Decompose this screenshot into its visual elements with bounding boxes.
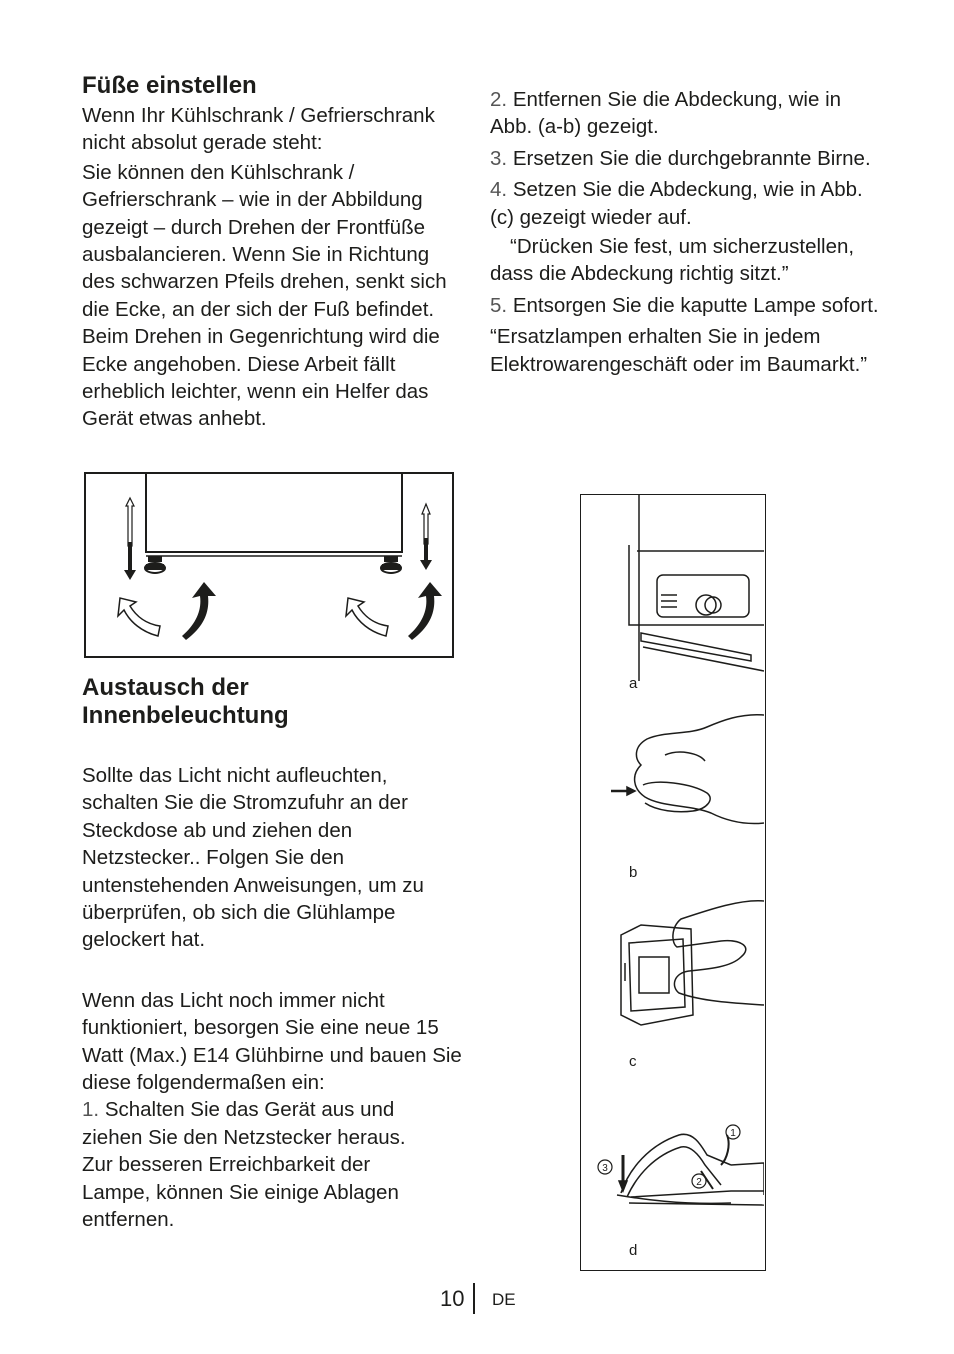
step-5-text: Entsorgen Sie die kaputte Lampe sofort. bbox=[512, 293, 879, 317]
feet-illustration bbox=[86, 474, 452, 656]
step-1 bbox=[82, 1096, 442, 1233]
step-4-text: Setzen Sie die Abdeckung, wie in Abb. (c) gezeigt wieder auf. bbox=[490, 178, 863, 229]
paragraph-feet: Sie können den Kühlschrank / Gefrierschrank – wie in der Abbildung gezeigt – durch Drehen der Frontfüße ausbalancieren. Wenn Sie in Richtung des schwarzen Pfeils drehen, senkt sich die Ecke, an der sich der Fuß befindet. Beim Drehen in Gegenrichtung wird die Ecke angehoben. Diese Arbeit fällt erheblich leichter, wenn ein Helfer das Gerät etwas anhebt. bbox=[82, 160, 447, 431]
step-4-number: 4. bbox=[490, 178, 508, 202]
callout-label-1: 1 bbox=[730, 1128, 736, 1139]
heading-line-1: Austausch der bbox=[82, 674, 249, 701]
figure-label-a: a bbox=[629, 675, 638, 692]
panel-d-cover-mounting bbox=[598, 1125, 764, 1205]
right-rotate-arrows-icon bbox=[346, 582, 442, 640]
left-foot-icon bbox=[145, 556, 165, 573]
right-foot-icon bbox=[381, 556, 401, 573]
step-5 bbox=[490, 292, 880, 319]
page-number: 10 bbox=[440, 1286, 465, 1311]
left-rotate-arrows-icon bbox=[118, 582, 216, 640]
paragraph-intro: Wenn Ihr Kühlschrank / Gefrierschrank nicht absolut gerade steht: bbox=[82, 104, 435, 155]
step-3 bbox=[490, 145, 880, 172]
step-4 bbox=[490, 176, 880, 231]
right-updown-arrows-icon bbox=[420, 504, 432, 570]
quote-replacement-lamps: “Ersatzlampen erhalten Sie in jedem Elektrowarengeschäft oder im Baumarkt.” bbox=[490, 325, 868, 376]
callout-label-3: 3 bbox=[602, 1163, 608, 1174]
callout-label-2: 2 bbox=[696, 1177, 702, 1188]
paragraph-light-replace: Wenn das Licht noch immer nicht funktioniert, besorgen Sie eine neue 15 Watt (Max.) E14 Glühbirne und bauen Sie diese folgendermaßen ein: bbox=[82, 988, 462, 1095]
left-column bbox=[82, 72, 467, 433]
figure-label-d: d bbox=[629, 1242, 638, 1259]
heading-fuesse-einstellen: Füße einstellen bbox=[82, 72, 257, 99]
panel-c-hand-holding-cover bbox=[621, 901, 764, 1025]
step-5-number: 5. bbox=[490, 293, 508, 317]
feet-adjustment-figure bbox=[84, 472, 454, 658]
heading-innenbeleuchtung bbox=[82, 674, 467, 730]
lamp-illustration bbox=[581, 495, 764, 1269]
left-updown-arrows-icon bbox=[124, 498, 136, 580]
language-code: DE bbox=[492, 1290, 516, 1309]
step-2 bbox=[490, 86, 880, 141]
paragraph-light-check: Sollte das Licht nicht aufleuchten, schalten Sie die Stromzufuhr an der Steckdose ab und ziehen den Netzstecker.. Folgen Sie den untenstehenden Anweisungen, um zu überprüfen, ob sich die Glühlampe gelockert hat. bbox=[82, 764, 424, 952]
step-2-text: Entfernen Sie die Abdeckung, wie in Abb. (a-b) gezeigt. bbox=[490, 88, 842, 139]
figure-label-c: c bbox=[629, 1053, 637, 1070]
step-2-number: 2. bbox=[490, 88, 508, 111]
lamp-replacement-figure bbox=[580, 494, 766, 1271]
step-3-number: 3. bbox=[490, 146, 508, 170]
right-column bbox=[490, 86, 880, 378]
panel-b-hand-removing-cover bbox=[611, 715, 764, 824]
panel-a-lamp-housing bbox=[629, 495, 764, 681]
step-3-text: Ersetzen Sie die durchgebrannte Birne. bbox=[512, 146, 871, 170]
step-1-text: Schalten Sie das Gerät aus und ziehen Sie den Netzstecker heraus. Zur besseren Erreichbarkeit der Lampe, können Sie einige Ablagen entfernen. bbox=[82, 1098, 406, 1232]
step-1-number: 1. bbox=[82, 1098, 100, 1122]
heading-line-2: Innenbeleuchtung bbox=[82, 702, 289, 729]
lighting-section bbox=[82, 674, 467, 1234]
figure-label-b: b bbox=[629, 864, 638, 881]
footer-divider bbox=[473, 1283, 475, 1314]
quote-press-firmly: “Drücken Sie fest, um sicherzustellen, dass die Abdeckung richtig sitzt.” bbox=[490, 235, 855, 286]
